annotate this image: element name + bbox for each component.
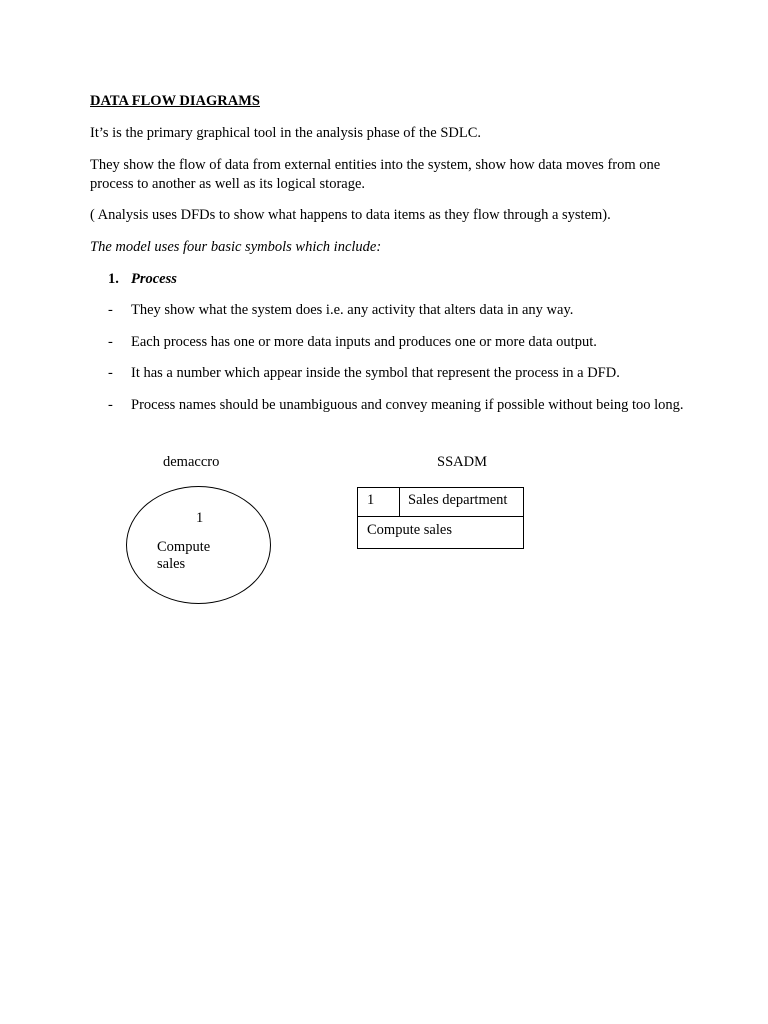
- ssadm-process-name: Compute sales: [367, 522, 452, 538]
- flow-paragraph-line-2: process to another as well as its logical storage.: [90, 176, 366, 192]
- flow-paragraph-line-1: They show the flow of data from external entities into the system, show how data moves from one: [90, 157, 661, 173]
- bullet-item: Process names should be unambiguous and convey meaning if possible without being too long.: [131, 397, 684, 413]
- ellipse-process-number: 1: [196, 510, 204, 526]
- bullet-item: It has a number which appear inside the symbol that represent the process in a DFD.: [131, 365, 620, 381]
- intro-paragraph: It’s is the primary graphical tool in the analysis phase of the SDLC.: [90, 125, 482, 141]
- bullet-marker: -: [108, 365, 113, 381]
- demaccro-label: demaccro: [163, 454, 220, 470]
- ssadm-process-location: Sales department: [408, 492, 508, 508]
- bullet-marker: -: [108, 397, 113, 413]
- list-number: 1.: [108, 271, 119, 287]
- bullet-marker: -: [108, 302, 113, 318]
- ssadm-divider-vertical: [399, 488, 400, 516]
- bullet-item: They show what the system does i.e. any activity that alters data in any way.: [131, 302, 574, 318]
- ssadm-divider-horizontal: [358, 516, 523, 517]
- bullet-item: Each process has one or more data inputs and produces one or more data output.: [131, 334, 597, 350]
- list-heading-process: Process: [131, 271, 177, 287]
- analysis-paragraph: ( Analysis uses DFDs to show what happens to data items as they flow through a system).: [90, 207, 611, 223]
- ssadm-process-number: 1: [367, 492, 375, 508]
- ssadm-label: SSADM: [437, 454, 487, 470]
- symbols-intro: The model uses four basic symbols which include:: [90, 239, 382, 255]
- ellipse-process-name-line-2: sales: [157, 556, 186, 572]
- ellipse-process-name-line-1: Compute: [157, 539, 211, 555]
- bullet-marker: -: [108, 334, 113, 350]
- page-title: DATA FLOW DIAGRAMS: [90, 93, 260, 109]
